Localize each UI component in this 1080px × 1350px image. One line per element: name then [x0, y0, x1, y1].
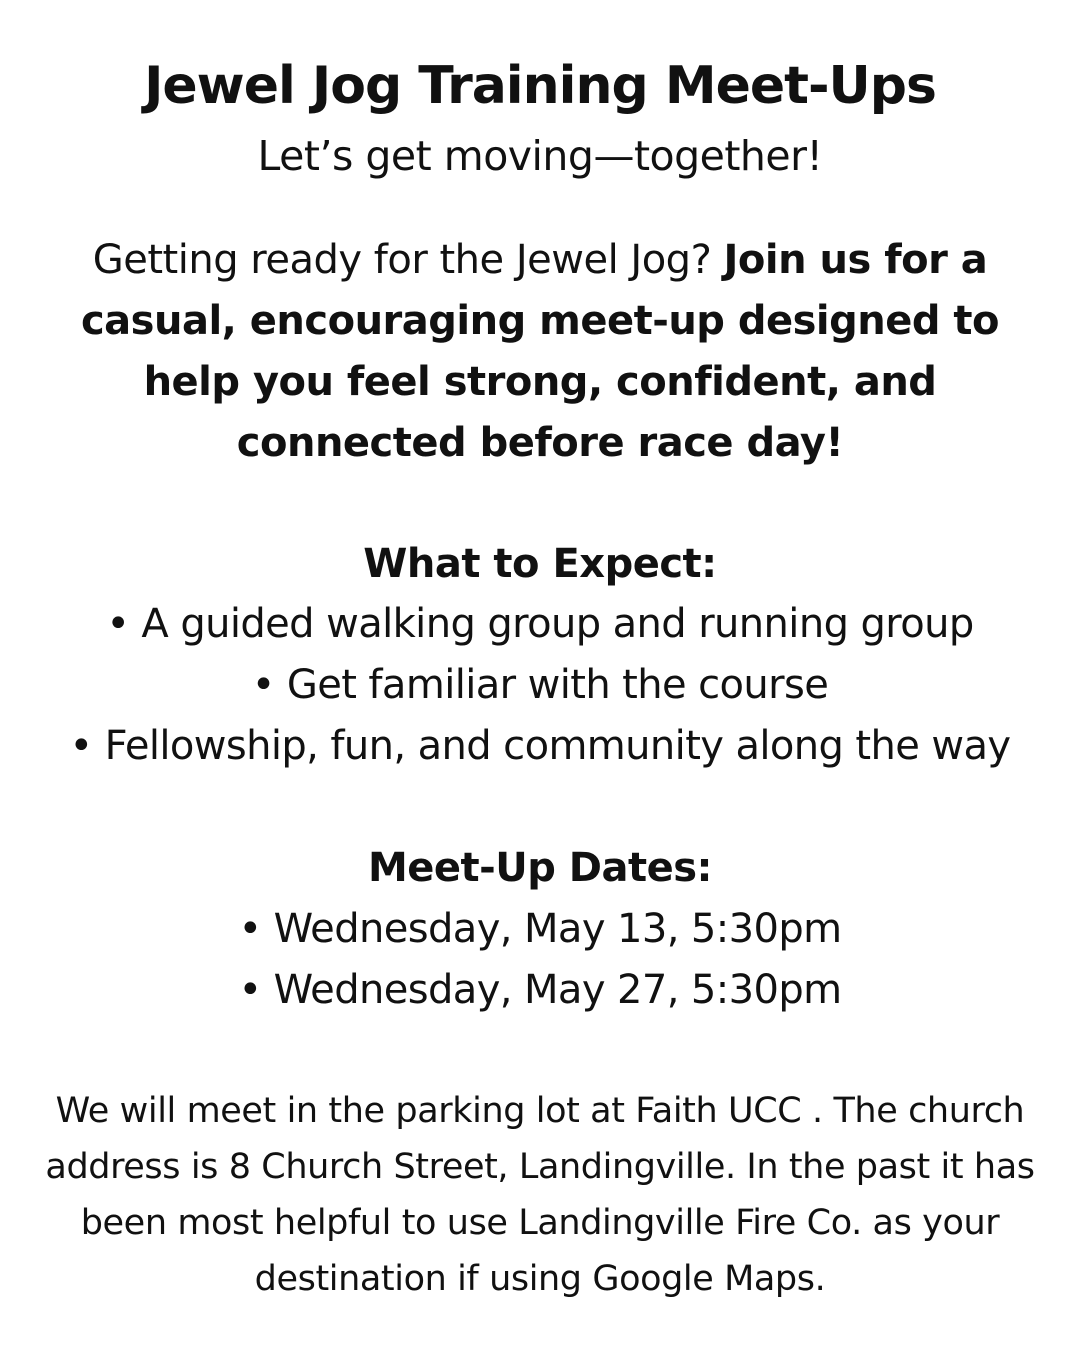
intro-bold-text: Join us for a casual, encouraging meet-up designed to help you feel strong, confident, and connected before race day! — [80, 237, 1000, 466]
dates-list — [0, 899, 1080, 1021]
intro-lead: Getting ready for the Jewel Jog? — [92, 237, 724, 283]
expect-heading: What to Expect: — [363, 541, 717, 587]
intro-paragraph — [30, 230, 1050, 474]
expect-item: • Get familiar with the course — [251, 662, 829, 708]
dates-heading: Meet-Up Dates: — [367, 845, 713, 891]
expect-item: • Fellowship, fun, and community along the way — [69, 723, 1011, 769]
expect-list — [0, 594, 1080, 777]
date-item: • Wednesday, May 13, 5:30pm — [238, 906, 842, 952]
date-item: • Wednesday, May 27, 5:30pm — [238, 967, 842, 1013]
expect-item: • A guided walking group and running group — [106, 601, 974, 647]
page-title: Jewel Jog Training Meet-Ups — [144, 56, 936, 116]
subtitle: Let’s get moving—together! — [257, 132, 823, 180]
location-paragraph: We will meet in the parking lot at Faith UCC . The church address is 8 Church Street, Landingville. In the past it has been most helpful to use Landingville Fire Co. as your destination if using Google Maps. — [45, 1091, 1035, 1299]
